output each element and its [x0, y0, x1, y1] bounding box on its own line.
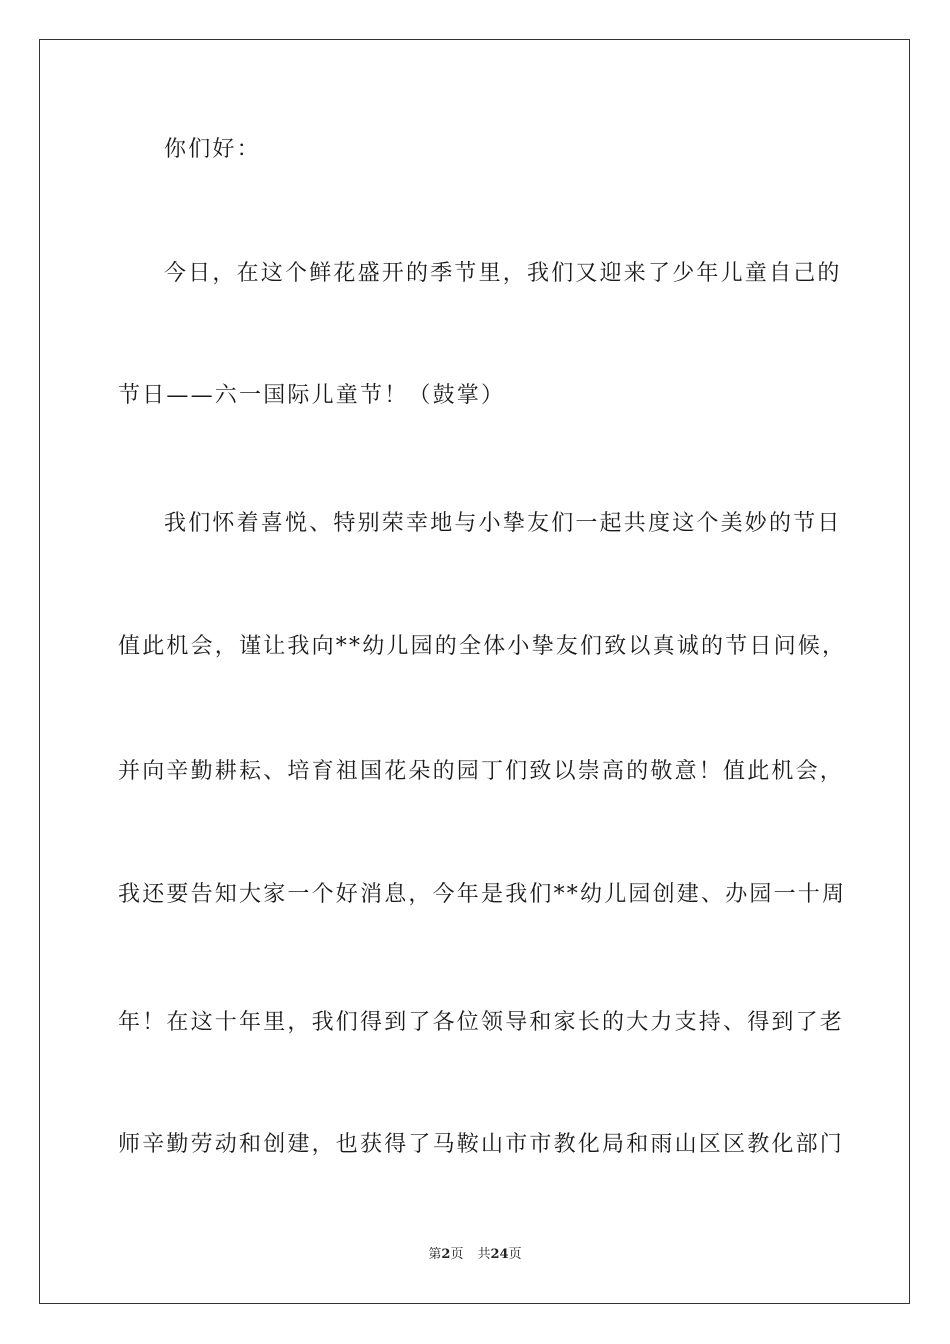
total-pages: 24	[490, 1247, 509, 1262]
page-footer	[0, 1246, 950, 1264]
page-suffix: 页	[450, 1247, 464, 1262]
paragraph-line: 今日，在这个鲜花盛开的季节里，我们又迎来了少年儿童自己的	[164, 261, 842, 286]
page-number: 2	[441, 1247, 451, 1262]
page-prefix: 第	[428, 1247, 442, 1262]
paragraph-line: 我们怀着喜悦、特别荣幸地与小挚友们一起共度这个美妙的节日	[164, 511, 842, 536]
salutation-line: 你们好：	[164, 137, 261, 162]
page-border	[39, 39, 910, 1304]
paragraph-line: 节日——六一国际儿童节！（鼓掌）	[118, 383, 506, 408]
paragraph-line: 我还要告知大家一个好消息，今年是我们**幼儿园创建、办园一十周	[118, 882, 847, 907]
total-prefix: 共	[477, 1247, 491, 1262]
paragraph-line: 年！在这十年里，我们得到了各位领导和家长的大力支持、得到了老	[118, 1010, 845, 1035]
paragraph-line: 师辛勤劳动和创建，也获得了马鞍山市市教化局和雨山区区教化部门	[118, 1132, 845, 1157]
paragraph-line: 值此机会，谨让我向**幼儿园的全体小挚友们致以真诚的节日问候，	[118, 634, 847, 659]
paragraph-line: 并向辛勤耕耘、培育祖国花朵的园丁们致以崇高的敬意！值此机会，	[118, 759, 845, 784]
total-suffix: 页	[508, 1247, 522, 1262]
